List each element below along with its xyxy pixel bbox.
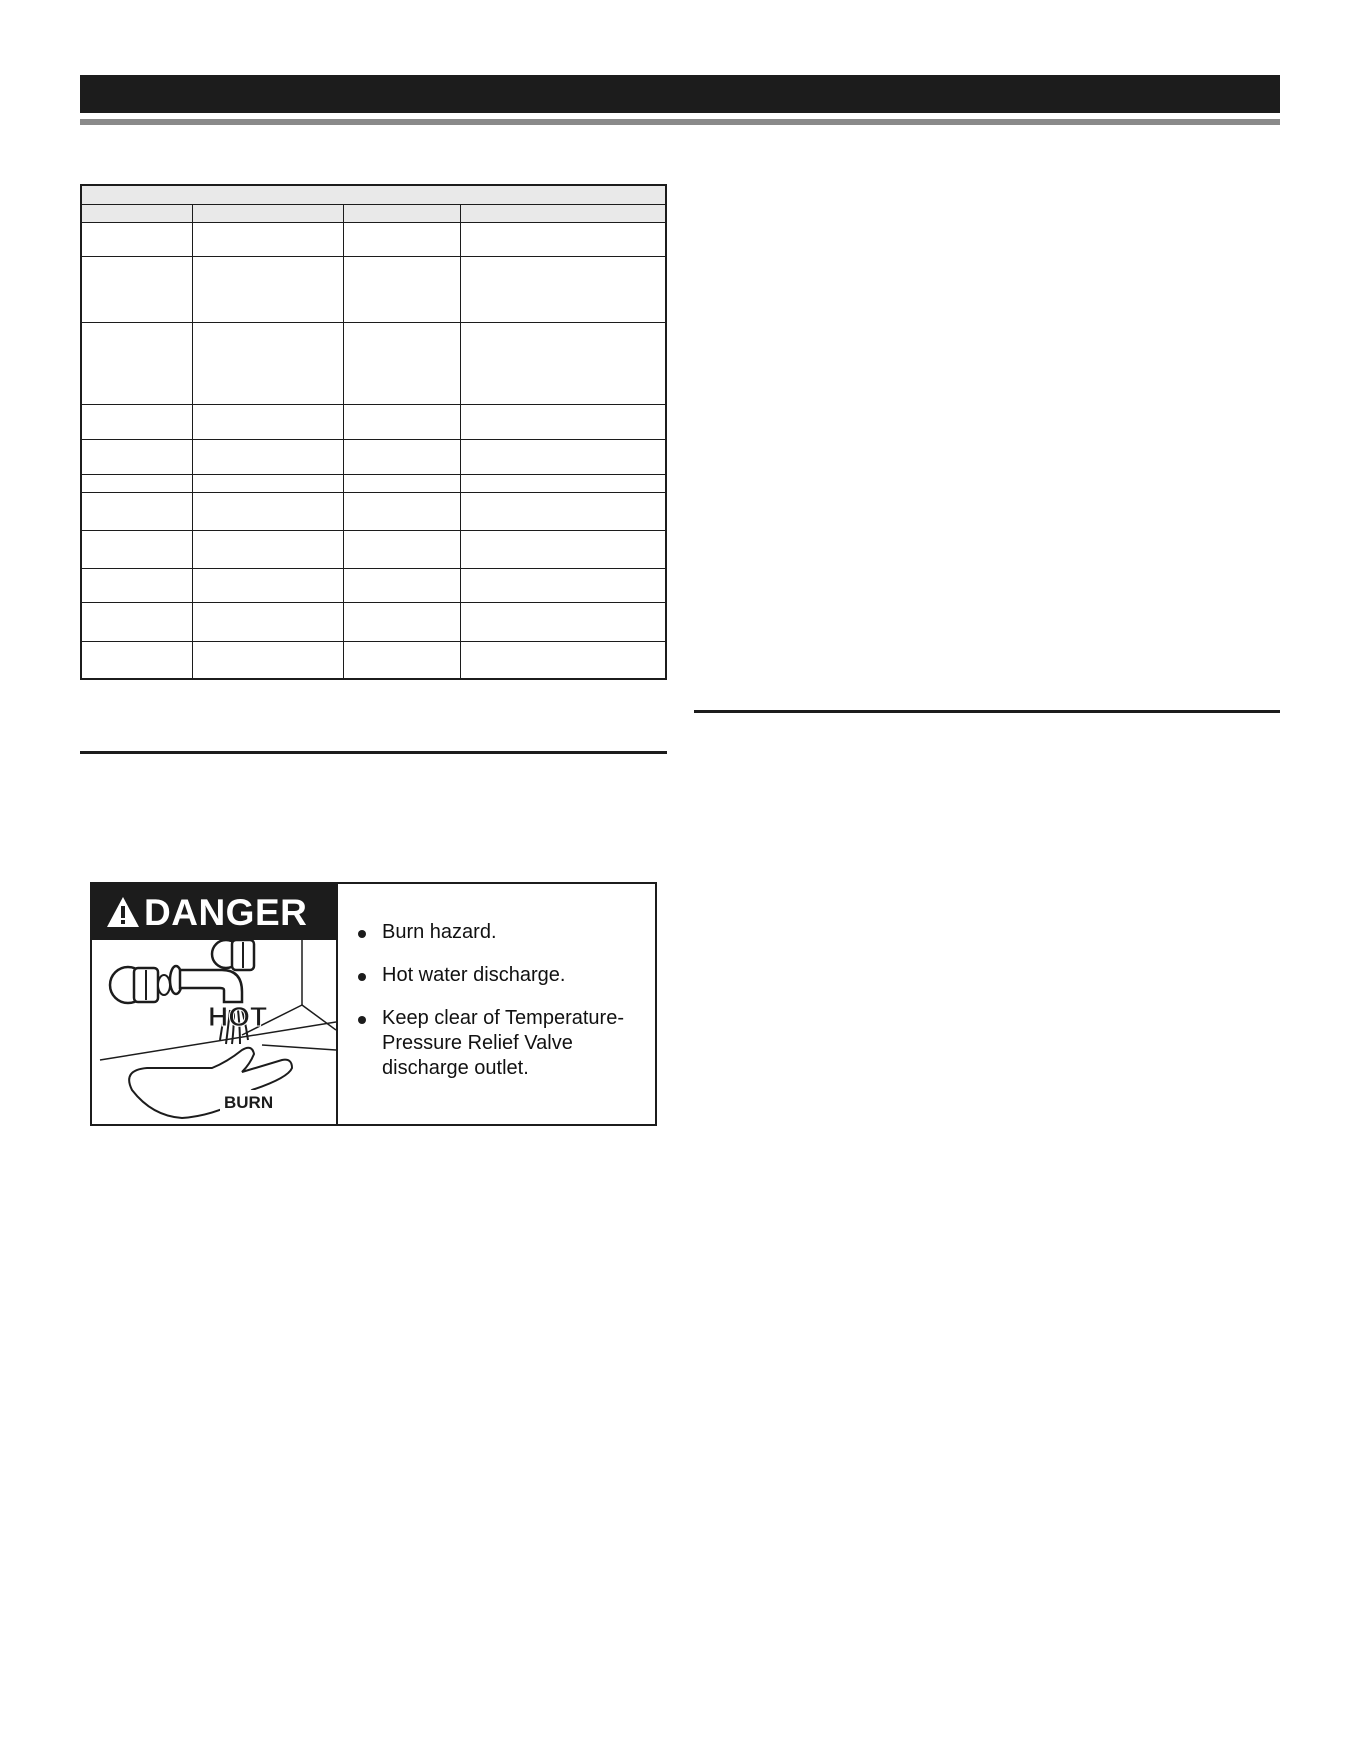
table-cell xyxy=(193,531,344,568)
table-cell xyxy=(344,569,461,602)
table-cell xyxy=(344,531,461,568)
table-cell xyxy=(344,440,461,474)
danger-message-burn-hazard: Burn hazard. xyxy=(354,920,639,945)
table-cell xyxy=(82,405,193,439)
table-cell xyxy=(193,323,344,404)
table-cell xyxy=(193,257,344,322)
table-cell xyxy=(82,440,193,474)
table-header-cell xyxy=(461,205,665,222)
table-cell xyxy=(82,323,193,404)
table-cell xyxy=(82,475,193,492)
table-cell xyxy=(193,569,344,602)
danger-safety-label xyxy=(90,882,657,1126)
table-cell xyxy=(344,405,461,439)
table-cell xyxy=(461,405,665,439)
table-row xyxy=(82,440,665,475)
page-header-rule xyxy=(80,119,1280,125)
table-cell xyxy=(82,603,193,641)
table-cell xyxy=(461,475,665,492)
table-cell xyxy=(344,475,461,492)
table-cell xyxy=(461,440,665,474)
table-cell xyxy=(193,223,344,256)
danger-message-hot-water: Hot water discharge. xyxy=(354,963,639,988)
table-header-cell xyxy=(193,205,344,222)
danger-banner xyxy=(92,884,336,940)
hot-label: HOT xyxy=(208,1001,268,1032)
table-row xyxy=(82,405,665,440)
table-cell xyxy=(82,223,193,256)
table-cell xyxy=(344,323,461,404)
table-cell xyxy=(461,569,665,602)
table-cell xyxy=(461,493,665,530)
table-cell xyxy=(344,642,461,678)
table-header-cell xyxy=(82,205,193,222)
table-row xyxy=(82,531,665,569)
table-row xyxy=(82,569,665,603)
table-cell xyxy=(193,603,344,641)
danger-message-keep-clear: Keep clear of Temperature-Pressure Relief Valve discharge outlet. xyxy=(354,1006,639,1081)
table-header-row xyxy=(82,205,665,223)
danger-label-messages-panel xyxy=(338,884,655,1124)
table-cell xyxy=(461,603,665,641)
spec-table xyxy=(80,184,667,680)
table-cell xyxy=(82,531,193,568)
table-row xyxy=(82,323,665,405)
danger-signal-word: DANGER xyxy=(144,891,308,933)
section-divider xyxy=(694,710,1280,713)
table-row xyxy=(82,223,665,257)
section-divider xyxy=(80,751,667,754)
table-row xyxy=(82,257,665,323)
burn-label: BURN xyxy=(224,1093,274,1112)
table-caption xyxy=(82,186,665,205)
table-cell xyxy=(82,257,193,322)
table-cell xyxy=(344,223,461,256)
page-header-bar xyxy=(80,75,1280,113)
table-cell xyxy=(461,223,665,256)
table-cell xyxy=(344,603,461,641)
table-cell xyxy=(344,493,461,530)
table-row xyxy=(82,603,665,642)
danger-message-list xyxy=(354,920,639,1081)
table-row xyxy=(82,475,665,493)
table-header-cell xyxy=(344,205,461,222)
table-row xyxy=(82,642,665,678)
table-cell xyxy=(193,405,344,439)
table-cell xyxy=(82,493,193,530)
warning-triangle-icon xyxy=(106,895,140,929)
hot-water-burn-illustration xyxy=(92,940,336,1123)
table-cell xyxy=(193,440,344,474)
table-cell xyxy=(193,493,344,530)
table-cell xyxy=(461,257,665,322)
table-row xyxy=(82,493,665,531)
table-cell xyxy=(461,323,665,404)
table-cell xyxy=(344,257,461,322)
table-cell xyxy=(82,642,193,678)
table-cell xyxy=(193,642,344,678)
table-cell xyxy=(461,642,665,678)
table-cell xyxy=(461,531,665,568)
danger-label-graphic-panel xyxy=(92,884,338,1124)
table-cell xyxy=(193,475,344,492)
table-cell xyxy=(82,569,193,602)
